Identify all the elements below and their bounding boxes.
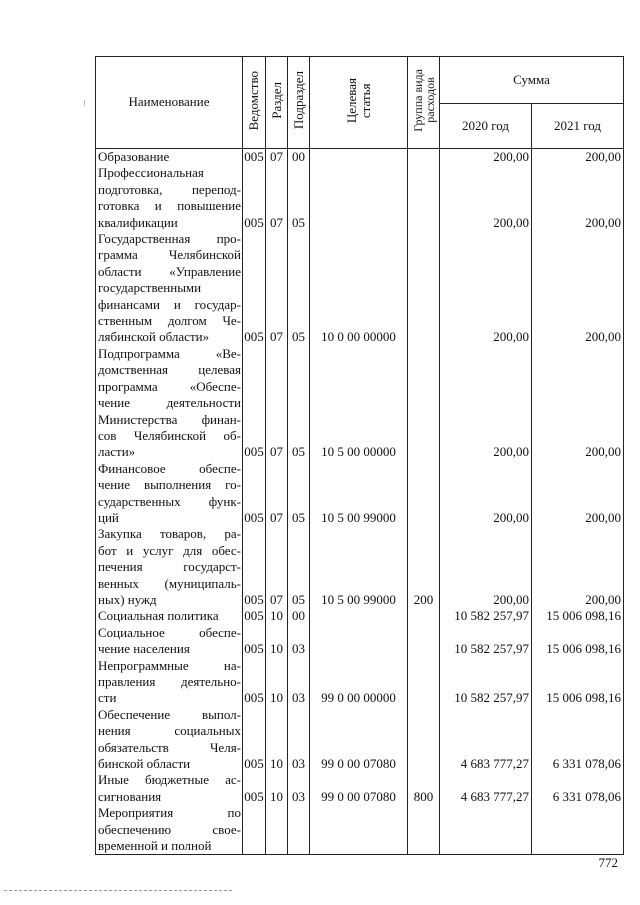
row-section: 07 xyxy=(266,526,288,608)
row-name-line: Профессиональная xyxy=(98,165,204,181)
table-row xyxy=(96,461,624,527)
row-name-line: бинской области xyxy=(98,756,191,772)
row-name-line: Социальное обеспе- xyxy=(98,624,241,640)
row-sum-2020: 10 582 257,97 xyxy=(440,625,532,658)
row-subsection: 00 xyxy=(288,149,310,166)
row-name-line: чение выполнения го- xyxy=(98,477,241,493)
row-subsection xyxy=(288,805,310,855)
row-expense-group xyxy=(408,658,440,707)
row-name-line: подготовка, перепод- xyxy=(98,181,241,197)
row-name-line: Иные бюджетные ас- xyxy=(98,772,241,788)
row-sum-2021: 15 006 098,16 xyxy=(532,658,624,707)
row-name-line: ций xyxy=(98,509,119,525)
row-department: 005 xyxy=(243,231,266,346)
row-sum-2020: 200,00 xyxy=(440,231,532,346)
table-row xyxy=(96,231,624,346)
row-name-line: Министерства финан- xyxy=(98,411,241,427)
row-name xyxy=(96,805,243,855)
row-expense-group xyxy=(408,461,440,527)
row-expense-group: 800 xyxy=(408,772,440,805)
row-sum-2020 xyxy=(440,805,532,855)
table-row xyxy=(96,658,624,707)
margin-mark xyxy=(84,100,85,106)
row-subsection: 03 xyxy=(288,772,310,805)
row-name-line: Финансовое обеспе- xyxy=(98,460,241,476)
table-row xyxy=(96,805,624,855)
row-subsection: 05 xyxy=(288,231,310,346)
row-department: 005 xyxy=(243,772,266,805)
row-expense-group xyxy=(408,165,440,231)
row-sum-2020: 200,00 xyxy=(440,165,532,231)
row-department: 005 xyxy=(243,346,266,461)
col-header-section: Раздел xyxy=(266,57,288,149)
row-name-line: обязательств Челя- xyxy=(98,739,241,755)
row-department: 005 xyxy=(243,707,266,773)
row-name-line: печения государст- xyxy=(98,559,241,575)
row-expense-group xyxy=(408,805,440,855)
row-expense-group: 200 xyxy=(408,526,440,608)
row-sum-2020: 200,00 xyxy=(440,149,532,166)
row-target-item xyxy=(310,165,408,231)
row-sum-2021: 200,00 xyxy=(532,165,624,231)
table-row xyxy=(96,149,624,166)
row-section: 07 xyxy=(266,346,288,461)
row-section xyxy=(266,805,288,855)
row-name xyxy=(96,461,243,527)
row-name xyxy=(96,625,243,658)
row-name-line: ласти» xyxy=(98,444,136,460)
col-header-subsection: Подраздел xyxy=(288,57,310,149)
page-number: 772 xyxy=(598,855,618,870)
col-header-sum: Сумма xyxy=(440,57,624,104)
row-section: 10 xyxy=(266,772,288,805)
footer-divider xyxy=(4,890,232,891)
row-name xyxy=(96,165,243,231)
row-name-line: Непрограммные на- xyxy=(98,657,241,673)
row-section: 07 xyxy=(266,149,288,166)
row-subsection: 03 xyxy=(288,658,310,707)
table-row xyxy=(96,625,624,658)
table-row xyxy=(96,165,624,231)
col-header-name: Наименование xyxy=(96,57,243,149)
table-row xyxy=(96,608,624,624)
row-name-line: ных) нужд xyxy=(98,591,157,607)
row-name xyxy=(96,231,243,346)
row-sum-2021: 15 006 098,16 xyxy=(532,625,624,658)
row-department: 005 xyxy=(243,526,266,608)
row-section: 07 xyxy=(266,231,288,346)
row-sum-2020: 200,00 xyxy=(440,526,532,608)
row-department: 005 xyxy=(243,625,266,658)
row-name-line: программа «Обеспе- xyxy=(98,378,241,394)
row-sum-2021 xyxy=(532,805,624,855)
row-name-line: Мероприятия по xyxy=(98,805,241,821)
row-name-line: Социальная политика xyxy=(98,608,219,624)
row-name-line: ственным долгом Че- xyxy=(98,313,241,329)
row-subsection: 00 xyxy=(288,608,310,624)
row-name-line: области «Управление xyxy=(98,263,241,279)
col-header-year-2021: 2021 год xyxy=(532,104,624,149)
row-subsection: 03 xyxy=(288,707,310,773)
row-sum-2020: 4 683 777,27 xyxy=(440,772,532,805)
row-department: 005 xyxy=(243,461,266,527)
row-sum-2021: 6 331 078,06 xyxy=(532,707,624,773)
row-name xyxy=(96,149,243,166)
row-name-line: Закупка товаров, ра- xyxy=(98,526,241,542)
row-name-line: правления деятельно- xyxy=(98,674,241,689)
row-expense-group xyxy=(408,608,440,624)
row-sum-2020: 200,00 xyxy=(440,346,532,461)
row-target-item xyxy=(310,608,408,624)
table-row xyxy=(96,346,624,461)
row-target-item: 99 0 00 00000 xyxy=(310,658,408,707)
row-sum-2021: 200,00 xyxy=(532,346,624,461)
row-name-line: государственными xyxy=(98,280,202,296)
row-name-line: сти xyxy=(98,690,117,706)
row-name-line: лябинской области» xyxy=(98,329,210,345)
row-name-line: Подпрограмма «Ве- xyxy=(98,345,241,361)
row-name-line: чение населения xyxy=(98,641,190,657)
row-target-item xyxy=(310,149,408,166)
row-target-item: 10 5 00 99000 xyxy=(310,526,408,608)
col-header-expense-group: Группа вида расходов xyxy=(408,57,440,149)
budget-table xyxy=(95,56,624,855)
row-sum-2021: 15 006 098,16 xyxy=(532,608,624,624)
row-name-line: грамма Челябинской xyxy=(98,247,241,263)
row-name-line: сударственных функ- xyxy=(98,493,241,509)
row-expense-group xyxy=(408,625,440,658)
row-department: 005 xyxy=(243,165,266,231)
row-expense-group xyxy=(408,149,440,166)
table-row xyxy=(96,707,624,773)
row-name-line: венных (муниципаль- xyxy=(98,575,241,591)
budget-table-sheet xyxy=(95,56,623,854)
row-subsection: 05 xyxy=(288,165,310,231)
row-target-item: 99 0 00 07080 xyxy=(310,772,408,805)
row-name-line: готовка и повышение xyxy=(98,198,241,214)
row-department xyxy=(243,805,266,855)
row-target-item: 10 5 00 00000 xyxy=(310,346,408,461)
row-sum-2020: 4 683 777,27 xyxy=(440,707,532,773)
row-subsection: 05 xyxy=(288,526,310,608)
row-section: 10 xyxy=(266,608,288,624)
row-sum-2020: 200,00 xyxy=(440,461,532,527)
row-department: 005 xyxy=(243,658,266,707)
row-name-line: нения социальных xyxy=(98,723,241,739)
row-target-item: 10 0 00 00000 xyxy=(310,231,408,346)
row-sum-2021: 6 331 078,06 xyxy=(532,772,624,805)
row-target-item xyxy=(310,805,408,855)
row-name-line: Государственная про- xyxy=(98,231,241,247)
row-expense-group xyxy=(408,707,440,773)
row-section: 10 xyxy=(266,658,288,707)
row-name-line: домственная целевая xyxy=(98,362,241,378)
row-sum-2020: 10 582 257,97 xyxy=(440,658,532,707)
row-name-line: сов Челябинской об- xyxy=(98,427,241,443)
row-expense-group xyxy=(408,346,440,461)
row-subsection: 05 xyxy=(288,461,310,527)
row-name xyxy=(96,608,243,624)
row-name-line: Образование xyxy=(98,149,170,164)
row-sum-2021: 200,00 xyxy=(532,231,624,346)
row-name-line: чение деятельности xyxy=(98,395,241,411)
row-target-item: 99 0 00 07080 xyxy=(310,707,408,773)
row-subsection: 05 xyxy=(288,346,310,461)
col-header-target-item: Целевая статья xyxy=(310,57,408,149)
row-name-line: финансами и государ- xyxy=(98,296,241,312)
row-target-item: 10 5 00 99000 xyxy=(310,461,408,527)
col-header-year-2020: 2020 год xyxy=(440,104,532,149)
row-section: 07 xyxy=(266,461,288,527)
row-section: 10 xyxy=(266,707,288,773)
row-sum-2020: 10 582 257,97 xyxy=(440,608,532,624)
row-department: 005 xyxy=(244,608,264,624)
row-name xyxy=(96,707,243,773)
table-row xyxy=(96,526,624,608)
row-name xyxy=(96,658,243,707)
row-name-line: бот и услуг для обес- xyxy=(98,542,241,558)
row-name-line: квалификации xyxy=(98,214,178,230)
col-header-department: Ведомство xyxy=(243,57,266,149)
row-name-line: Обеспечение выпол- xyxy=(98,706,241,722)
row-expense-group xyxy=(408,231,440,346)
row-sum-2021: 200,00 xyxy=(532,526,624,608)
row-department: 005 xyxy=(244,149,264,164)
row-subsection: 03 xyxy=(288,625,310,658)
row-sum-2021: 200,00 xyxy=(532,461,624,527)
row-name xyxy=(96,772,243,805)
table-row xyxy=(96,772,624,805)
row-name-line: сигнования xyxy=(98,788,162,804)
row-section: 07 xyxy=(266,165,288,231)
row-sum-2021: 200,00 xyxy=(532,149,624,166)
row-target-item xyxy=(310,625,408,658)
row-name xyxy=(96,346,243,461)
row-name xyxy=(96,526,243,608)
row-section: 10 xyxy=(266,625,288,658)
row-name-line: временной и полной xyxy=(98,838,212,854)
row-name-line: обеспечению свое- xyxy=(98,821,241,837)
